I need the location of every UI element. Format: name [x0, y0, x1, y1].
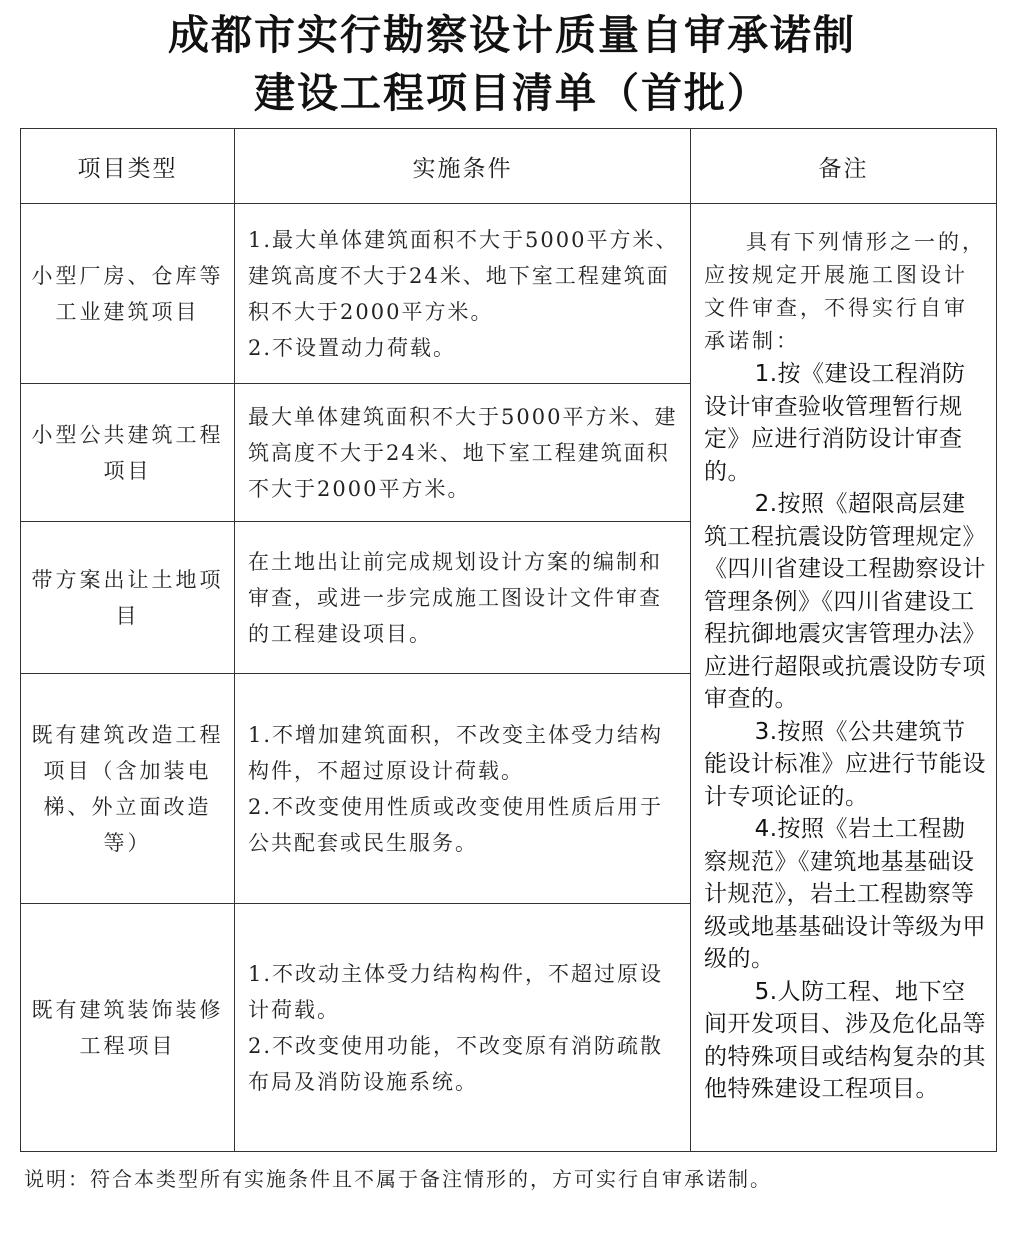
row-conditions [235, 204, 691, 384]
row-type: 带方案出让土地项目 [21, 522, 235, 674]
condition-item: 1.最大单体建筑面积不大于5000平方米、建筑高度不大于24米、地下室工程建筑面积不大于2000平方米。 [248, 227, 679, 324]
condition-item: 1.不增加建筑面积，不改变主体受力结构构件，不超过原设计荷载。 [248, 722, 664, 783]
remarks-intro: 具有下列情形之一的，应按规定开展施工图设计文件审查，不得实行自审承诺制： [704, 230, 986, 353]
title-line-2: 建设工程项目清单（首批） [254, 69, 770, 117]
condition-item: 最大单体建筑面积不大于5000平方米、建筑高度不大于24米、地下室工程建筑面积不大于2000平方米。 [248, 404, 678, 501]
table-header-row [21, 129, 997, 204]
footnote: 说明：符合本类型所有实施条件且不属于备注情形的，方可实行自审承诺制。 [24, 1167, 772, 1191]
condition-item: 2.不改变使用功能，不改变原有消防疏散布局及消防设施系统。 [248, 1033, 664, 1094]
remarks-cell [691, 204, 997, 1152]
header-remarks: 备注 [691, 129, 997, 204]
header-conditions: 实施条件 [235, 129, 691, 204]
remark-item: 5.人防工程、地下空间开发项目、涉及危化品等的特殊项目或结构复杂的其他特殊建设工程项目。 [704, 978, 986, 1102]
document-title [0, 0, 1024, 128]
row-conditions [235, 904, 691, 1152]
row-type: 既有建筑改造工程项目（含加装电梯、外立面改造等） [21, 674, 235, 904]
table-row [21, 204, 997, 384]
condition-item: 2.不设置动力荷载。 [248, 335, 457, 360]
header-type: 项目类型 [21, 129, 235, 204]
row-type: 小型公共建筑工程项目 [21, 384, 235, 522]
row-type: 小型厂房、仓库等工业建筑项目 [21, 204, 235, 384]
condition-item: 在土地出让前完成规划设计方案的编制和审查，或进一步完成施工图设计文件审查的工程建设项目。 [248, 549, 662, 646]
remark-item: 4.按照《岩土工程勘察规范》《建筑地基基础设计规范》，岩土工程勘察等级或地基基础设计等级为甲级的。 [704, 816, 986, 972]
row-type: 既有建筑装饰装修工程项目 [21, 904, 235, 1152]
remark-item: 1.按《建设工程消防设计审查验收管理暂行规定》应进行消防设计审查的。 [704, 361, 966, 485]
row-conditions [235, 674, 691, 904]
row-conditions [235, 384, 691, 522]
project-list-table [20, 128, 997, 1152]
row-conditions [235, 522, 691, 674]
condition-item: 1.不改动主体受力结构构件，不超过原设计荷载。 [248, 961, 664, 1022]
condition-item: 2.不改变使用性质或改变使用性质后用于公共配套或民生服务。 [248, 794, 664, 855]
title-line-1: 成都市实行勘察设计质量自审承诺制 [168, 11, 856, 59]
remark-item: 3.按照《公共建筑节能设计标准》应进行节能设计专项论证的。 [704, 718, 986, 810]
remark-item: 2.按照《超限高层建筑工程抗震设防管理规定》《四川省建设工程勘察设计管理条例》《四川省建设工程抗御地震灾害管理办法》应进行超限或抗震设防专项审查的。 [704, 491, 986, 712]
